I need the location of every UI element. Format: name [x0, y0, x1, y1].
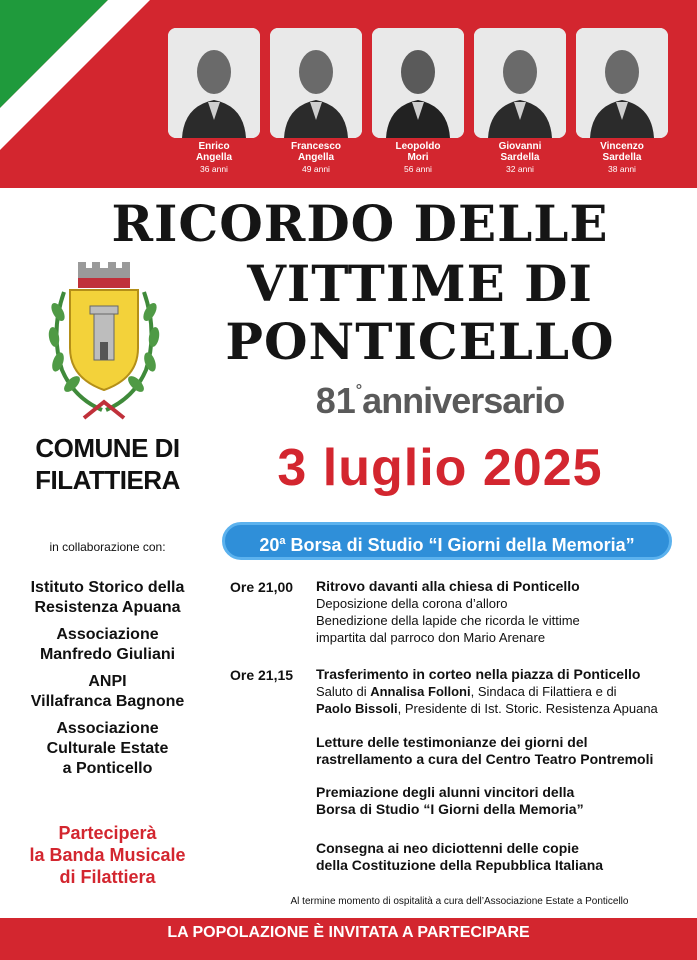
- program-title: Borsa di Studio “I Giorni della Memoria”: [316, 801, 584, 817]
- program-title: rastrellamento a cura del Centro Teatro Pontremoli: [316, 751, 654, 767]
- victim-last-name: Sardella: [602, 152, 642, 163]
- victim-portrait: [576, 28, 668, 174]
- victim-first-name: Francesco: [290, 141, 342, 152]
- title-line-1: RICORDO DELLE: [111, 194, 609, 253]
- portrait-photo-icon: [474, 28, 566, 138]
- victim-age: 56 anni: [404, 164, 432, 174]
- program-title: Trasferimento in corteo nella piazza di Ponticello: [316, 666, 641, 682]
- partner-item: ANPI Villafranca Bagnone: [30, 673, 185, 710]
- top-banner: [0, 0, 697, 188]
- program-title: Ritrovo davanti alla chiesa di Ponticello: [316, 578, 580, 594]
- anniversary-number: 81: [315, 380, 356, 421]
- victim-last-name: Mori: [407, 152, 429, 163]
- title-line-2: VITTIME DI: [247, 254, 593, 313]
- victim-portrait: [168, 28, 260, 174]
- anniversary-degree: °: [355, 382, 363, 399]
- victim-portrait: [372, 28, 464, 174]
- comune-line-1: COMUNE DI: [35, 433, 180, 463]
- victim-first-name: Giovanni: [498, 141, 542, 152]
- scholarship-number: 20: [259, 535, 280, 555]
- victim-age: 32 anni: [506, 164, 534, 174]
- portrait-photo-icon: [372, 28, 464, 138]
- comune-name: [10, 432, 205, 496]
- portrait-photo-icon: [270, 28, 362, 138]
- program-title: della Costituzione della Repubblica Italiana: [316, 857, 604, 873]
- victim-first-name: Enrico: [198, 141, 230, 152]
- victim-last-name: Angella: [297, 152, 335, 163]
- program-detail: Deposizione della corona d’alloro: [316, 596, 508, 611]
- partner-item: Associazione Manfredo Giuliani: [39, 626, 176, 663]
- program-detail: impartita dal parroco don Mario Arenare: [316, 630, 546, 645]
- portrait-photo-icon: [168, 28, 260, 138]
- partner-item: Associazione Culturale Estate a Ponticello: [46, 720, 169, 777]
- scholarship-ordinal: a: [279, 535, 286, 547]
- victim-first-name: Vincenzo: [600, 141, 644, 152]
- program-title: Premiazione degli alunni vincitori della: [316, 784, 575, 800]
- program-detail: Paolo Bissoli, Presidente di Ist. Storic. Resistenza Apuana: [316, 701, 658, 716]
- partner-item: Istituto Storico della Resistenza Apuana: [30, 579, 185, 616]
- victim-portrait: [270, 28, 362, 174]
- partners-list: [10, 578, 205, 786]
- scholarship-banner: [222, 522, 672, 560]
- bottom-banner-text: LA POPOLAZIONE È INVITATA A PARTECIPARE: [167, 924, 530, 941]
- program-title: Letture delle testimonianze dei giorni del: [316, 734, 588, 750]
- victim-first-name: Leopoldo: [395, 141, 441, 152]
- title-line-3: PONTICELLO: [225, 312, 615, 371]
- collaboration-intro: in collaborazione con:: [49, 540, 166, 554]
- victim-age: 36 anni: [200, 164, 228, 174]
- program-title: Consegna ai neo diciottenni delle copie: [316, 840, 579, 856]
- victim-last-name: Angella: [195, 152, 233, 163]
- anniversary-word: anniversario: [362, 380, 565, 421]
- victims-portraits: [168, 28, 692, 188]
- victim-age: 49 anni: [302, 164, 330, 174]
- coat-of-arms-icon: [44, 262, 164, 422]
- anniversary: [280, 380, 600, 422]
- program-detail: Benedizione della lapide che ricorda le vittime: [316, 613, 580, 628]
- comune-line-2: FILATTIERA: [35, 465, 180, 495]
- victim-age: 38 anni: [608, 164, 636, 174]
- scholarship-text: Borsa di Studio “I Giorni della Memoria”: [285, 535, 635, 555]
- program-time: Ore 21,15: [230, 667, 294, 683]
- closing-note: Al termine momento di ospitalità a cura dell’Associazione Estate a Ponticello: [290, 896, 629, 907]
- portrait-photo-icon: [576, 28, 668, 138]
- italian-flag-corner: [0, 0, 150, 150]
- victim-portrait: [474, 28, 566, 174]
- event-date: 3 luglio 2025: [277, 439, 603, 497]
- program-time: Ore 21,00: [230, 579, 294, 595]
- victim-last-name: Sardella: [500, 152, 540, 163]
- program-detail: Saluto di Annalisa Folloni, Sindaca di Filattiera e di: [316, 684, 617, 699]
- band-participation: Parteciperà la Banda Musicale di Filattiera: [29, 823, 186, 887]
